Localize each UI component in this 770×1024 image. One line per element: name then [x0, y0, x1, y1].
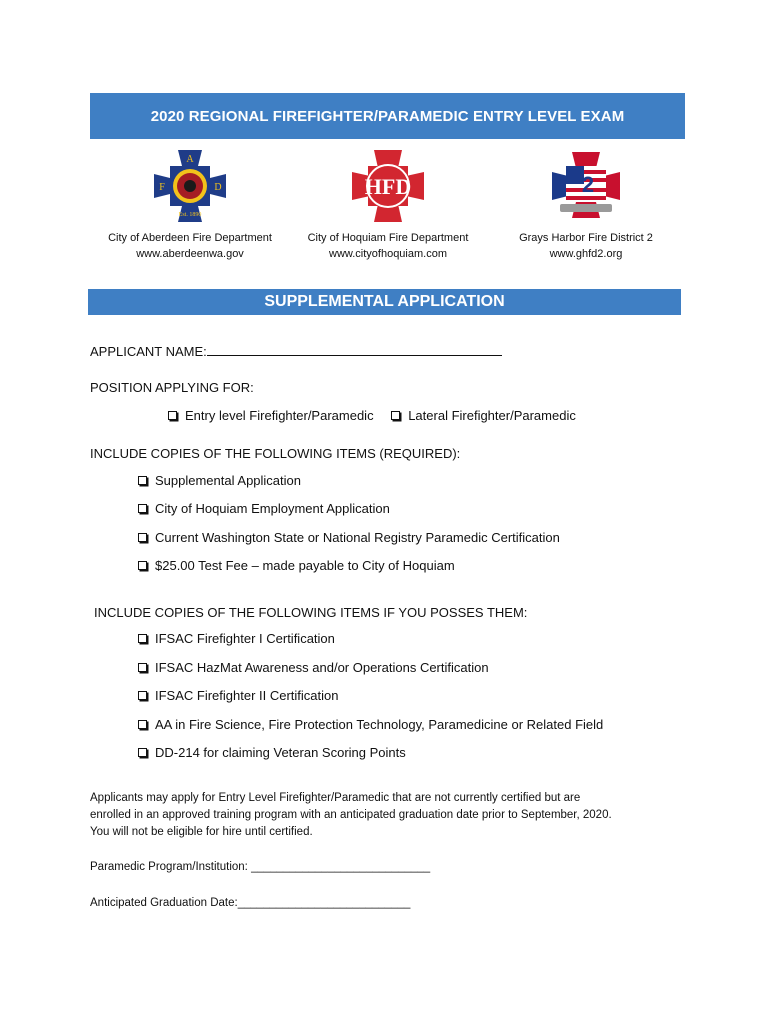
exam-title: 2020 REGIONAL FIREFIGHTER/PARAMEDIC ENTRY LEVEL EXAM — [150, 107, 625, 125]
paramedic-program-label: Paramedic Program/Institution: — [90, 861, 252, 873]
required-item[interactable]: Current Washington State or National Registry Paramedic Certification — [138, 530, 560, 545]
ghfd2-number: 2 — [581, 172, 595, 197]
required-items-label: INCLUDE COPIES OF THE FOLLOWING ITEMS (REQUIRED): — [90, 446, 461, 461]
department-name: City of Hoquiam Fire Department — [307, 232, 469, 244]
hfd-monogram: HFD — [364, 174, 412, 199]
graduation-date-field[interactable]: ___________________________ — [237, 897, 411, 909]
optional-items-label: INCLUDE COPIES OF THE FOLLOWING ITEMS IF YOU POSSES THEM: — [94, 605, 528, 620]
applicant-name-row — [90, 343, 502, 359]
applicant-name-label: APPLICANT NAME: — [90, 344, 207, 359]
required-item[interactable]: $25.00 Test Fee – made payable to City of Hoquiam — [138, 558, 455, 573]
exam-title-banner — [90, 93, 685, 139]
optional-item[interactable]: IFSAC HazMat Awareness and/or Operations Certification — [138, 660, 489, 675]
afd-letter-f: F — [159, 182, 165, 193]
checkbox-icon[interactable] — [138, 504, 147, 513]
department-aberdeen — [90, 148, 290, 262]
position-label: POSITION APPLYING FOR: — [90, 380, 254, 395]
position-options-row — [168, 408, 576, 423]
checkbox-icon[interactable] — [138, 663, 147, 672]
checkbox-icon[interactable] — [138, 720, 147, 729]
applicant-name-field[interactable] — [207, 343, 502, 356]
optional-item[interactable]: AA in Fire Science, Fire Protection Technology, Paramedicine or Related Field — [138, 717, 603, 732]
checkbox-icon[interactable] — [138, 561, 147, 570]
checkbox-icon[interactable] — [138, 691, 147, 700]
hfd-maltese-cross-logo — [350, 148, 426, 224]
section-title-banner — [88, 289, 681, 315]
afd-maltese-cross-logo — [152, 148, 228, 224]
department-name: Grays Harbor Fire District 2 — [519, 232, 653, 244]
optional-item[interactable]: IFSAC Firefighter I Certification — [138, 631, 335, 646]
required-item[interactable]: City of Hoquiam Employment Application — [138, 501, 390, 516]
department-url: www.aberdeenwa.gov — [136, 248, 244, 260]
eligibility-note: Applicants may apply for Entry Level Firefighter/Paramedic that are not currently certified but are enrolled in an approved training program with an anticipated graduation date prior to September, 2020. You will not be eligible for hire until certified. — [90, 792, 612, 838]
checkbox-icon[interactable] — [168, 411, 177, 420]
department-hoquiam — [288, 148, 488, 262]
checkbox-icon[interactable] — [138, 533, 147, 542]
required-item[interactable]: Supplemental Application — [138, 473, 301, 488]
position-option-lateral[interactable]: Lateral Firefighter/Paramedic — [391, 408, 576, 423]
position-option-entry[interactable]: Entry level Firefighter/Paramedic — [168, 408, 374, 423]
department-url: www.cityofhoquiam.com — [329, 248, 447, 260]
department-grays-harbor — [486, 148, 686, 262]
graduation-date-label: Anticipated Graduation Date: — [90, 897, 238, 909]
optional-item[interactable]: IFSAC Firefighter II Certification — [138, 688, 339, 703]
afd-letter-a: A — [186, 154, 194, 165]
paramedic-program-row — [90, 859, 690, 876]
paramedic-program-field[interactable]: ____________________________ — [251, 861, 431, 873]
afd-letter-d: D — [214, 182, 222, 193]
department-url: www.ghfd2.org — [549, 248, 623, 260]
checkbox-icon[interactable] — [138, 476, 147, 485]
afd-established: Est. 1890 — [178, 212, 202, 218]
ghfd2-flag-cross-logo — [548, 148, 624, 224]
checkbox-icon[interactable] — [138, 748, 147, 757]
checkbox-icon[interactable] — [138, 634, 147, 643]
optional-item[interactable]: DD-214 for claiming Veteran Scoring Points — [138, 745, 406, 760]
graduation-date-row — [90, 895, 690, 912]
section-title: SUPPLEMENTAL APPLICATION — [264, 293, 505, 310]
department-name: City of Aberdeen Fire Department — [108, 232, 272, 244]
checkbox-icon[interactable] — [391, 411, 400, 420]
